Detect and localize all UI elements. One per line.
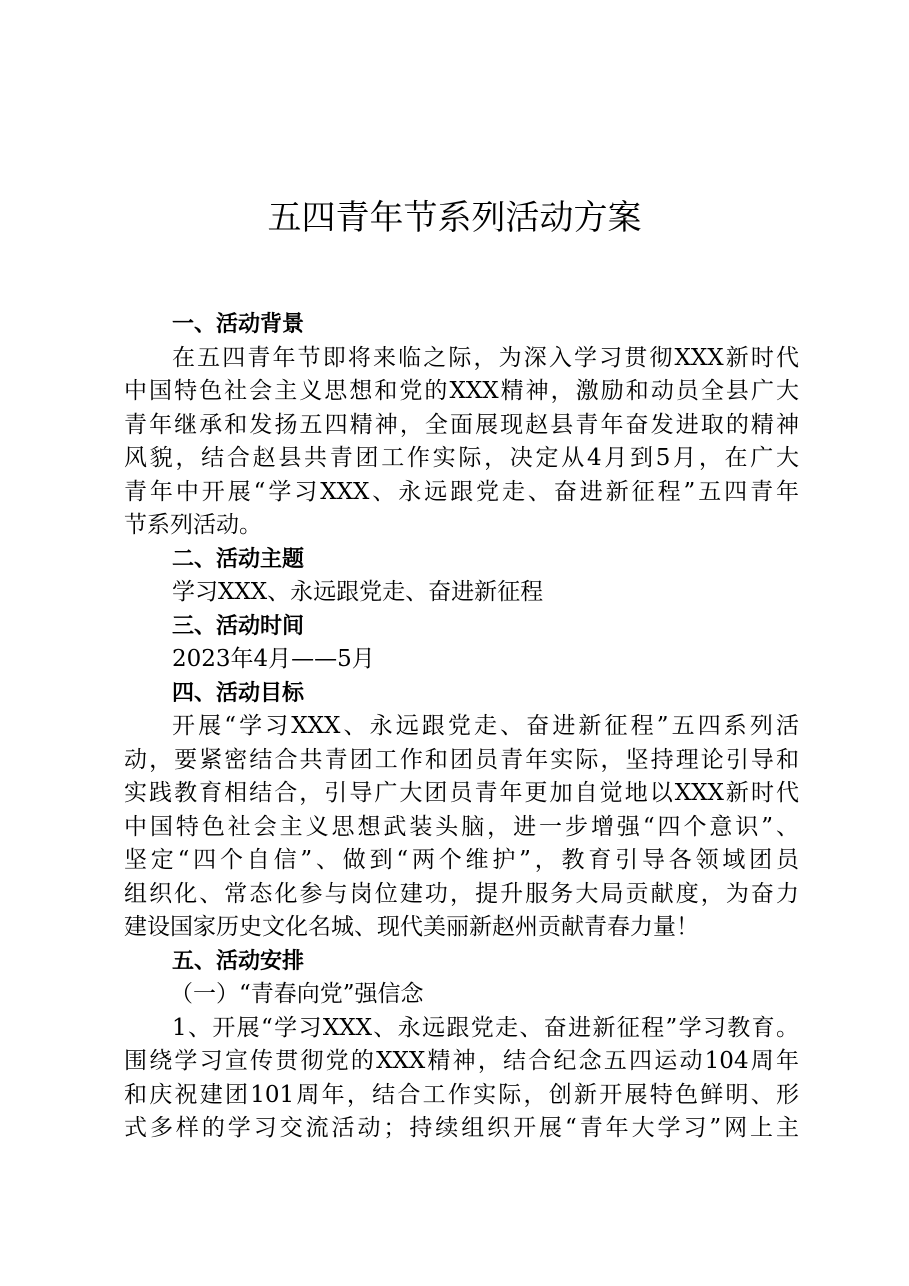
paragraph-line: 建设国家历史文化名城、现代美丽新赵州贡献青春力量！ bbox=[124, 914, 699, 940]
document-title: 五四青年节系列活动方案 bbox=[267, 198, 642, 238]
paragraph-line: 围绕学习宣传贯彻党的XXX精神，结合纪念五四运动104周年 bbox=[124, 1048, 799, 1074]
section-heading-time: 三、活动时间 bbox=[172, 613, 305, 639]
time-text: 2023年4月——5月 bbox=[172, 646, 375, 672]
paragraph-line: 动，要紧密结合共青团工作和团员青年实际，坚持理论引导和 bbox=[124, 746, 799, 773]
paragraph-line: 开展“学习XXX、永远跟党走、奋进新征程”五四系列活 bbox=[172, 713, 799, 739]
paragraph-line: 青年继承和发扬五四精神，全面展现赵县青年奋发进取的精神 bbox=[124, 411, 799, 438]
paragraph-line: 在五四青年节即将来临之际，为深入学习贯彻XXX新时代 bbox=[172, 344, 799, 371]
section-heading-background: 一、活动背景 bbox=[172, 312, 305, 337]
section-heading-goals: 四、活动目标 bbox=[172, 680, 305, 706]
paragraph-line: 风貌，结合赵县共青团工作实际，决定从4月到5月，在广大 bbox=[124, 445, 799, 471]
paragraph-line: 实践教育相结合，引导广大团员青年更加自觉地以XXX新时代 bbox=[124, 780, 799, 806]
section-heading-arrangement: 五、活动安排 bbox=[172, 948, 305, 974]
section-heading-theme: 二、活动主题 bbox=[172, 546, 305, 572]
paragraph-line: 中国特色社会主义思想和党的XXX精神，激励和动员全县广大 bbox=[124, 378, 799, 404]
paragraph-line: 和庆祝建团101周年，结合工作实际，创新开展特色鲜明、形 bbox=[124, 1081, 799, 1108]
paragraph-line: 组织化、常态化参与岗位建功，提升服务大局贡献度，为奋力 bbox=[124, 880, 799, 907]
paragraph-line: 坚定“四个自信”、做到“两个维护”，教育引导各领域团员 bbox=[124, 847, 799, 873]
paragraph-line: 中国特色社会主义思想武装头脑，进一步增强“四个意识”、 bbox=[124, 813, 799, 840]
subsection-heading: （一）“青春向党”强信念 bbox=[170, 981, 424, 1007]
paragraph-line: 节系列活动。 bbox=[124, 512, 262, 538]
paragraph-line: 式多样的学习交流活动；持续组织开展“青年大学习”网上主 bbox=[124, 1115, 799, 1141]
paragraph-line: 青年中开展“学习XXX、永远跟党走、奋进新征程”五四青年 bbox=[124, 478, 799, 505]
document-body bbox=[124, 308, 799, 1146]
theme-text: 学习XXX、永远跟党走、奋进新征程 bbox=[172, 579, 544, 605]
paragraph-line: 1、开展“学习XXX、永远跟党走、奋进新征程”学习教育。 bbox=[172, 1014, 799, 1041]
